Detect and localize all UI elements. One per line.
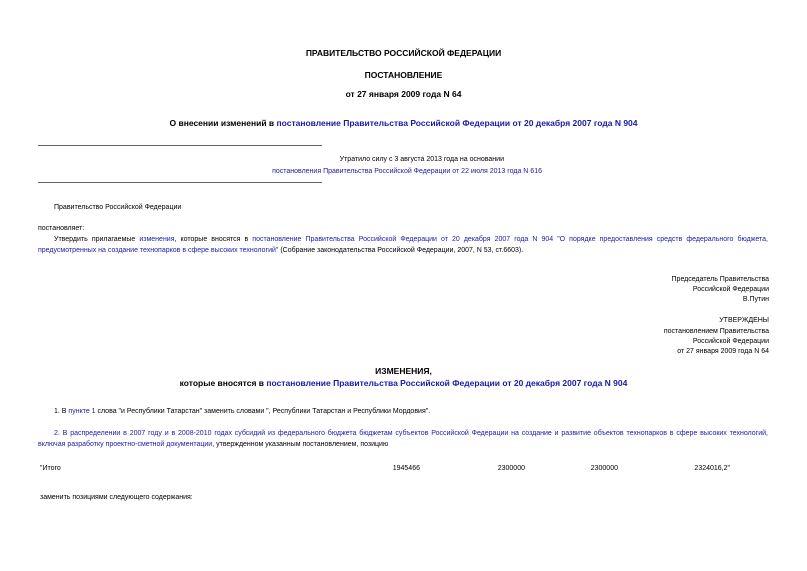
approved-heading: УТВЕРЖДЕНЫ xyxy=(719,317,769,324)
paragraph-approve xyxy=(38,234,768,256)
signature-title-1: Председатель Правительства xyxy=(671,276,769,283)
link-paragraph-1[interactable]: пункте 1 xyxy=(68,408,96,415)
status-link-resolution-616[interactable]: постановления Правительства Российской Федерации от 22 июля 2013 года N 616 xyxy=(272,168,542,175)
link-resolution-904-full[interactable]: постановление Правительства Российской Федерации от 20 декабря 2007 года N 904 "О порядке предоставления средств федерального бюджета, предусмотренных на создание технопарков в сфере высоких технологий" xyxy=(38,236,768,254)
title-prefix: О внесении изменений в xyxy=(169,118,277,128)
p1-text-b: , которые вносятся в xyxy=(174,236,253,243)
table-cell-3: 2300000 xyxy=(590,465,618,472)
item1-text-b: слова "и Республики Татарстан" заменить словами ", Республики Татарстан и Республики Мордовия". xyxy=(95,408,431,415)
table-cell-4: 2324016,2" xyxy=(694,465,730,472)
approved-line-3: Российской Федерации xyxy=(692,338,769,345)
table-cell-2: 2300000 xyxy=(497,465,525,472)
changes-subheading xyxy=(0,378,807,388)
table-cell-1: 1945466 xyxy=(392,465,420,472)
document-type: ПОСТАНОВЛЕНИЕ xyxy=(364,70,443,80)
replace-with-text: заменить позициями следующего содержания: xyxy=(40,494,193,501)
authority-text: Правительство Российской Федерации xyxy=(54,204,182,211)
change-item-2 xyxy=(38,428,768,450)
approved-line-4: от 27 января 2009 года N 64 xyxy=(677,348,769,355)
link-distribution-subsidies[interactable]: 2. В распределении в 2007 году и в 2008-2010 годах субсидий из федерального бюджета бюджетам субъектов Российской Федерации на создание и развитие объектов технопарков в сфере высоких технологий, включая разработку проектно-сметной документации xyxy=(38,430,768,448)
document-date-number: от 27 января 2009 года N 64 xyxy=(345,89,462,99)
status-rule-top xyxy=(38,145,322,146)
status-line-1: Утратило силу с 3 августа 2013 года на основании xyxy=(339,156,504,163)
status-line-2 xyxy=(38,168,542,175)
title-link-resolution-904[interactable]: постановление Правительства Российской Федерации от 20 декабря 2007 года N 904 xyxy=(276,118,638,128)
document-title xyxy=(0,118,807,128)
changes-heading: ИЗМЕНЕНИЯ, xyxy=(375,366,432,376)
change-item-1 xyxy=(54,408,430,415)
changes-link-resolution-904[interactable]: постановление Правительства Российской Федерации от 20 декабря 2007 года N 904 xyxy=(266,378,628,388)
signature-title-2: Российской Федерации xyxy=(692,286,769,293)
p1-text-c: (Собрание законодательства Российской Федерации, 2007, N 53, ст.6603). xyxy=(278,247,524,254)
government-heading: ПРАВИТЕЛЬСТВО РОССИЙСКОЙ ФЕДЕРАЦИИ xyxy=(305,48,502,58)
changes-sub-prefix: которые вносятся в xyxy=(179,378,267,388)
approved-line-2: постановлением Правительства xyxy=(663,328,769,335)
p1-text-a: Утвердить прилагаемые xyxy=(54,236,140,243)
table-row-label: "Итого xyxy=(40,465,61,472)
item2-text-b: , утвержденном указанным постановлением, позицию xyxy=(212,441,389,448)
item1-text-a: 1. В xyxy=(54,408,69,415)
resolves-text: постановляет: xyxy=(38,225,85,232)
status-rule-bottom xyxy=(38,182,322,183)
signature-name: В.Путин xyxy=(742,296,769,303)
link-changes[interactable]: изменения xyxy=(139,236,175,243)
